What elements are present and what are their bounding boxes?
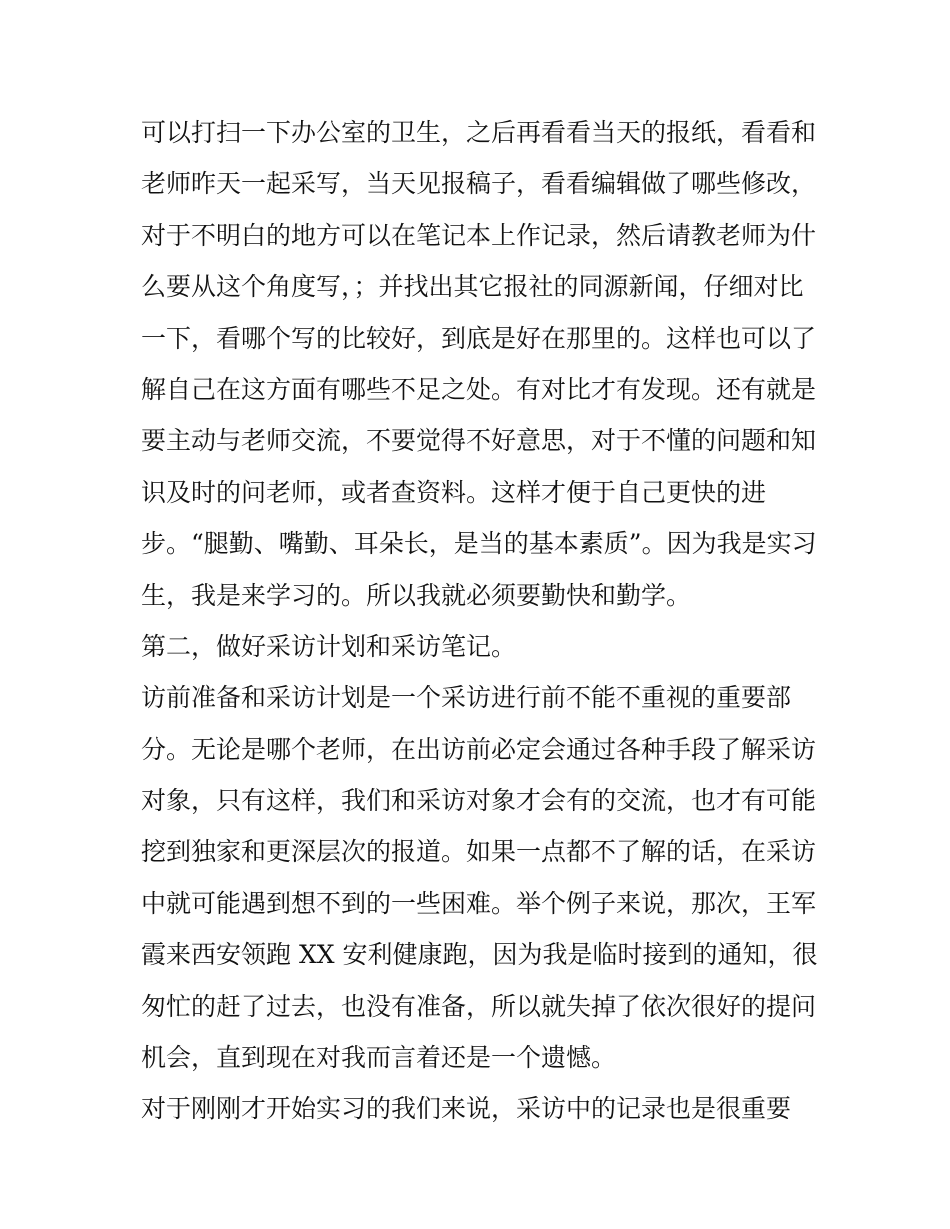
text-line-17: 霞来西安领跑 XX 安利健康跑，因为我是临时接到的通知，很 [141,940,818,970]
text-line-7: 要主动与老师交流，不要觉得不好意思，对于不懂的问题和知 [141,426,817,456]
text-line-14: 对象，只有这样，我们和采访对象才会有的交流，也才有可能 [141,786,817,816]
section-heading: 第二，做好采访计划和采访笔记。 [141,631,517,661]
text-line-9: 步。“腿勤、嘴勤、耳朵长，是当的基本素质”。因为我是实习 [141,529,817,559]
text-line-10: 生，我是来学习的。所以我就必须要勤快和勤学。 [141,580,692,610]
text-line-15: 挖到独家和更深层次的报道。如果一点都不了解的话，在采访 [141,837,817,867]
text-line-8: 识及时的问老师，或者查资料。这样才便于自己更快的进 [141,477,767,507]
body-text [141,107,821,1135]
text-line-12: 访前准备和采访计划是一个采访进行前不能不重视的重要部 [141,683,792,713]
text-line-19: 机会，直到现在对我而言着还是一个遗憾。 [141,1043,617,1073]
text-line-16: 中就可能遇到想不到的一些困难。举个例子来说，那次，王军 [141,888,817,918]
text-line-20: 对于刚刚才开始实习的我们来说，采访中的记录也是很重要 [141,1094,792,1124]
text-line-6: 解自己在这方面有哪些不足之处。有对比才有发现。还有就是 [141,374,817,404]
text-line-4: 么要从这个角度写，；并找出其它报社的同源新闻，仔细对比 [141,272,804,302]
text-line-3: 对于不明白的地方可以在笔记本上作记录，然后请教老师为什 [141,220,817,250]
text-line-2: 老师昨天一起采写，当天见报稿子，看看编辑做了哪些修改， [141,169,817,199]
text-line-13: 分。无论是哪个老师，在出访前必定会通过各种手段了解采访 [141,734,817,764]
text-line-1: 可以打扫一下办公室的卫生，之后再看看当天的报纸，看看和 [141,118,817,147]
text-line-18: 匆忙的赶了过去，也没有准备，所以就失掉了依次很好的提问 [141,991,817,1021]
text-line-5: 一下，看哪个写的比较好，到底是好在那里的。这样也可以了 [141,323,817,353]
